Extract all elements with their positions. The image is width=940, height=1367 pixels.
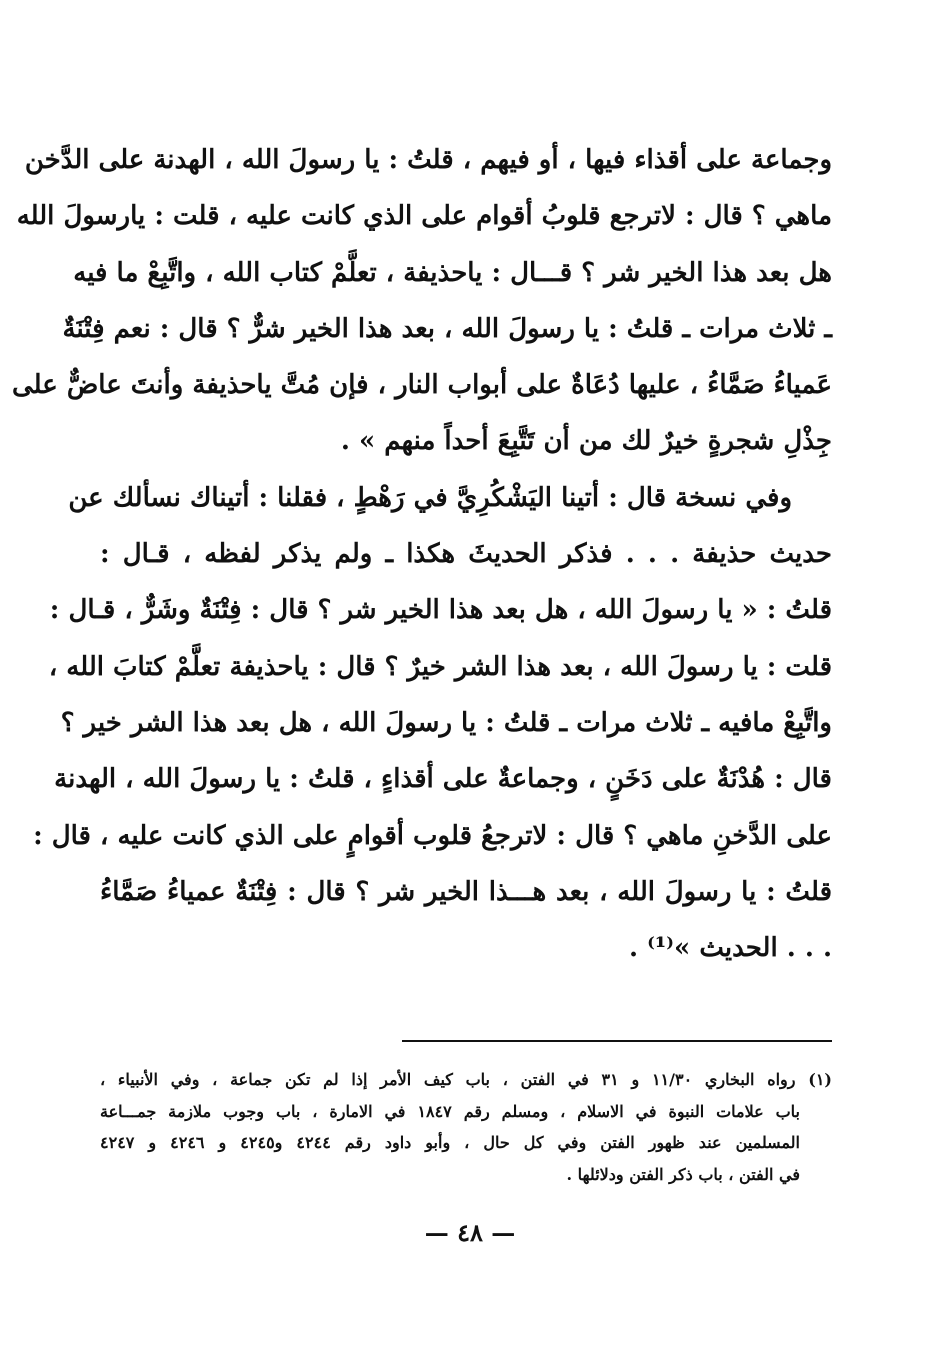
text-line: حديث حذيفة . . . فذكر الحديثَ هكذا ـ ولم يذكر لفظه ، قـال : <box>100 539 832 570</box>
text-line: قلتُ : يا رسولَ الله ، بعد هـــذا الخير شر ؟ قال : فِتْنَةٌ عمياءُ صَمَّاءُ <box>100 876 832 907</box>
footnote-block <box>100 1064 832 1190</box>
footnote-line: في الفتن ، باب ذكر الفتن ودلائلها . <box>566 1164 800 1184</box>
page-number: — ٤٨ — <box>424 1218 516 1247</box>
text-line: على الدَّخنِ ماهي ؟ قال : لاترجعُ قلوب أقوامٍ على الذي كانت عليه ، قال : <box>33 820 832 851</box>
main-text-block <box>12 132 832 976</box>
text-line: وجماعة على أقذاء فيها ، أو فيهم ، قلتُ : يا رسولَ الله ، الهدنة على الدَّخن <box>24 145 832 175</box>
text-line: عَمياءُ صَمَّاءُ ، عليها دُعَاةٌ على أبواب النار ، فإن مُتَّ ياحذيفة وأنتَ عاضٌّ على <box>12 370 832 401</box>
text-line: . . . الحديث »⁽¹⁾ . <box>629 933 832 964</box>
text-line: وفي نسخة قال : أتينا اليَشْكُرِيَّ في رَهْطٍ ، فقلنا : أتيناك نسألك عن <box>68 482 792 513</box>
footnote-line: المسلمين عند ظهور الفتن وفي كل حال ، وأبو داود رقم ٤٢٤٤ و٤٢٤٥ و ٤٢٤٦ و ٤٢٤٧ <box>100 1133 800 1152</box>
text-line: ـ ثلاث مرات ـ قلتُ : يا رسولَ الله ، بعد هذا الخير شرٌّ ؟ قال : نعم فِتْنَةٌ <box>62 313 832 344</box>
text-line: جِذْلِ شجرةٍ خيرٌ لك من أن تَتَّبِعَ أحداً منهم » . <box>340 426 832 457</box>
footnote-line: (١) رواه البخاري ١١/٣٠ و ٣١ في الفتن ، باب كيف الأمر إذا لم تكن جماعة ، وفي الأنبياء ، <box>100 1070 832 1089</box>
text-line: قلت : يا رسولَ الله ، بعد هذا الشر خيرٌ ؟ قال : ياحذيفة تعلَّمْ كتابَ الله ، <box>48 651 832 682</box>
footnote-line: باب علامات النبوة في الاسلام ، ومسلم رقم ١٨٤٧ في الامارة ، باب وجوب ملازمة جمـــاعة <box>100 1101 801 1121</box>
text-line: قال : هُدْنَةٌ على دَخَنٍ ، وجماعةٌ على أقذاءٍ ، قلتُ : يا رسولَ الله ، الهدنة <box>54 764 832 795</box>
text-line: هل بعد هذا الخير شر ؟ قـــال : ياحذيفة ، تعلَّمْ كتاب الله ، واتَّبِعْ ما فيه <box>73 257 832 288</box>
footnote-separator <box>402 1040 832 1042</box>
text-line: ماهي ؟ قال : لاترجع قلوبُ أقوام على الذي كانت عليه ، قلت : يارسولَ الله <box>16 201 832 232</box>
text-line: واتَّبِعْ مافيه ـ ثلاث مرات ـ قلتُ : يا رسولَ الله ، هل بعد هذا الشر خير ؟ <box>60 707 832 738</box>
text-line: قلتُ : « يا رسولَ الله ، هل بعد هذا الخير شر ؟ قال : فِتْنَةٌ وشَرٌّ ، قـال : <box>49 595 832 626</box>
